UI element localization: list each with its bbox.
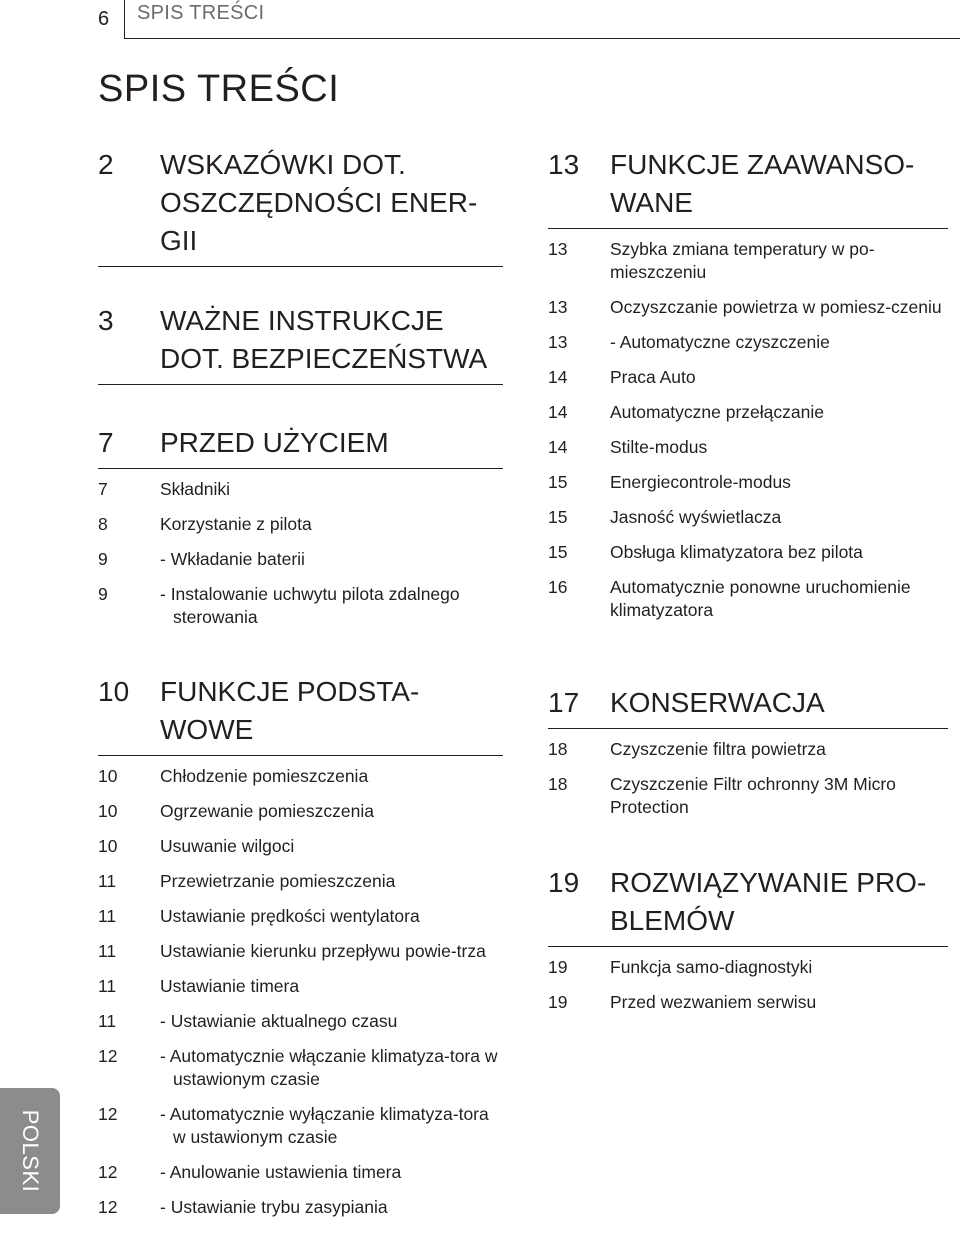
toc-entry[interactable] (98, 835, 503, 858)
entry-title: Obsługa klimatyzatora bez pilota (610, 542, 863, 562)
entry-title: Ogrzewanie pomieszczenia (160, 801, 374, 821)
entry-page-number: 12 (98, 1046, 118, 1066)
toc-entry[interactable] (548, 956, 948, 979)
entry-page-number: 14 (548, 437, 568, 457)
section-title: WSKAZÓWKI DOT. OSZCZĘDNOŚCI ENER-GII (160, 149, 478, 256)
entry-title: Automatyczne przełączanie (610, 402, 824, 422)
section-title: KONSERWACJA (610, 687, 825, 718)
entry-title: - Wkładanie baterii (160, 549, 305, 569)
entry-title: - Instalowanie uchwytu pilota zdalnego sterowania (160, 584, 460, 627)
section-title: FUNKCJE ZAAWANSO-WANE (610, 149, 915, 218)
toc-entry[interactable] (548, 991, 948, 1014)
entry-page-number: 18 (548, 739, 568, 759)
entry-page-number: 11 (98, 976, 117, 996)
toc-section-heading[interactable] (548, 864, 948, 947)
section-page-number: 2 (98, 149, 114, 180)
toc-entry[interactable] (548, 576, 948, 622)
section-page-number: 3 (98, 305, 114, 336)
entry-title: - Automatyczne czyszczenie (610, 332, 830, 352)
toc-entry[interactable] (98, 975, 503, 998)
entry-page-number: 12 (98, 1104, 118, 1124)
entry-title: Ustawianie prędkości wentylatora (160, 906, 420, 926)
entry-title: Automatycznie ponowne uruchomienie klimatyzatora (610, 577, 911, 620)
toc-section-heading[interactable] (98, 424, 503, 469)
entry-title: - Automatycznie wyłączanie klimatyza-tora w ustawionym czasie (160, 1104, 489, 1147)
entry-page-number: 10 (98, 836, 118, 856)
entry-title: - Anulowanie ustawienia timera (160, 1162, 402, 1182)
entry-title: Szybka zmiana temperatury w po-mieszczeniu (610, 239, 875, 282)
entry-title: Energiecontrole-modus (610, 472, 791, 492)
entry-title: Czyszczenie filtra powietrza (610, 739, 826, 759)
entry-title: Oczyszczanie powietrza w pomiesz-czeniu (610, 297, 942, 317)
entry-page-number: 15 (548, 507, 568, 527)
section-title: WAŻNE INSTRUKCJE DOT. BEZPIECZEŃSTWA (160, 305, 488, 374)
toc-entry[interactable] (548, 238, 948, 284)
section-title: FUNKCJE PODSTA-WOWE (160, 676, 420, 745)
section-page-number: 7 (98, 427, 114, 458)
entry-page-number: 7 (98, 479, 108, 499)
toc-section[interactable] (98, 424, 503, 641)
entry-title: Składniki (160, 479, 231, 499)
toc-entry[interactable] (548, 541, 948, 564)
entry-page-number: 19 (548, 957, 568, 977)
toc-entry[interactable] (98, 1010, 503, 1033)
toc-entry[interactable] (98, 1196, 503, 1219)
toc-section[interactable] (548, 684, 948, 831)
entry-page-number: 13 (548, 297, 568, 317)
toc-entry[interactable] (98, 1161, 503, 1184)
toc-entry[interactable] (548, 331, 948, 354)
page-title: SPIS TREŚCI (98, 68, 340, 110)
entry-title: - Automatycznie włączanie klimatyza-tora w ustawionym czasie (160, 1046, 498, 1089)
toc-section[interactable] (98, 673, 503, 1231)
section-title: ROZWIĄZYWANIE PRO-BLEMÓW (610, 867, 927, 936)
toc-entry[interactable] (548, 401, 948, 424)
toc-entry[interactable] (548, 506, 948, 529)
entry-title: Ustawianie timera (160, 976, 300, 996)
toc-section[interactable] (98, 146, 503, 276)
entry-title: Usuwanie wilgoci (160, 836, 295, 856)
section-title: PRZED UŻYCIEM (160, 427, 389, 458)
toc-entry[interactable] (98, 870, 503, 893)
entry-page-number: 19 (548, 992, 568, 1012)
toc-entry[interactable] (98, 548, 503, 571)
entry-page-number: 10 (98, 801, 118, 821)
entry-page-number: 14 (548, 402, 568, 422)
section-page-number: 17 (548, 687, 580, 718)
toc-entry[interactable] (98, 478, 503, 501)
entry-page-number: 15 (548, 542, 568, 562)
entry-page-number: 12 (98, 1197, 118, 1217)
toc-section-heading[interactable] (548, 684, 948, 729)
toc-entry[interactable] (98, 1045, 503, 1091)
entry-page-number: 11 (98, 906, 117, 926)
entry-title: Korzystanie z pilota (160, 514, 312, 534)
entry-title: - Ustawianie aktualnego czasu (160, 1011, 398, 1031)
entry-page-number: 8 (98, 514, 108, 534)
entry-page-number: 9 (98, 584, 108, 604)
toc-section-heading[interactable] (98, 146, 503, 267)
header-rule (124, 38, 960, 39)
toc-section-heading[interactable] (98, 673, 503, 756)
entry-title: - Ustawianie trybu zasypiania (160, 1197, 388, 1217)
toc-section[interactable] (548, 864, 948, 1026)
entry-title: Chłodzenie pomieszczenia (160, 766, 369, 786)
entry-page-number: 11 (98, 941, 117, 961)
language-tab-label: POLSKI (18, 1109, 43, 1193)
running-title: SPIS TREŚCI (137, 2, 265, 24)
toc-entry[interactable] (548, 296, 948, 319)
toc-entry[interactable] (548, 738, 948, 761)
toc-entry[interactable] (548, 436, 948, 459)
entry-title: Jasność wyświetlacza (610, 507, 782, 527)
toc-section[interactable] (548, 146, 948, 634)
entry-page-number: 10 (98, 766, 118, 786)
toc-entry[interactable] (98, 940, 503, 963)
toc-entry[interactable] (548, 366, 948, 389)
language-tab (0, 1088, 60, 1214)
entry-page-number: 16 (548, 577, 568, 597)
toc-entry[interactable] (98, 800, 503, 823)
entry-page-number: 15 (548, 472, 568, 492)
entry-page-number: 12 (98, 1162, 118, 1182)
entry-page-number: 14 (548, 367, 568, 387)
section-page-number: 13 (548, 149, 580, 180)
header-divider (124, 0, 125, 38)
toc-section[interactable] (98, 302, 503, 394)
toc-entry[interactable] (98, 905, 503, 928)
entry-title: Przed wezwaniem serwisu (610, 992, 817, 1012)
section-page-number: 10 (98, 676, 130, 707)
entry-page-number: 18 (548, 774, 568, 794)
entry-title: Czyszczenie Filtr ochronny 3M Micro Protection (610, 774, 896, 817)
entry-page-number: 11 (98, 1011, 117, 1031)
toc-section-heading[interactable] (98, 302, 503, 385)
entry-title: Stilte-modus (610, 437, 708, 457)
entry-page-number: 13 (548, 332, 568, 352)
page-number: 6 (98, 8, 110, 30)
entry-page-number: 11 (98, 871, 117, 891)
entry-page-number: 9 (98, 549, 108, 569)
entry-title: Ustawianie kierunku przepływu powie-trza (160, 941, 486, 961)
toc-section-heading[interactable] (548, 146, 948, 229)
entry-title: Funkcja samo-diagnostyki (610, 957, 813, 977)
toc-entry[interactable] (548, 471, 948, 494)
toc-entry[interactable] (98, 765, 503, 788)
toc-entry[interactable] (98, 1103, 503, 1149)
toc-entry[interactable] (548, 773, 948, 819)
entry-page-number: 13 (548, 239, 568, 259)
entry-title: Praca Auto (610, 367, 696, 387)
entry-title: Przewietrzanie pomieszczenia (160, 871, 396, 891)
page-header (0, 0, 960, 40)
toc-entry[interactable] (98, 583, 503, 629)
section-page-number: 19 (548, 867, 580, 898)
toc-entry[interactable] (98, 513, 503, 536)
